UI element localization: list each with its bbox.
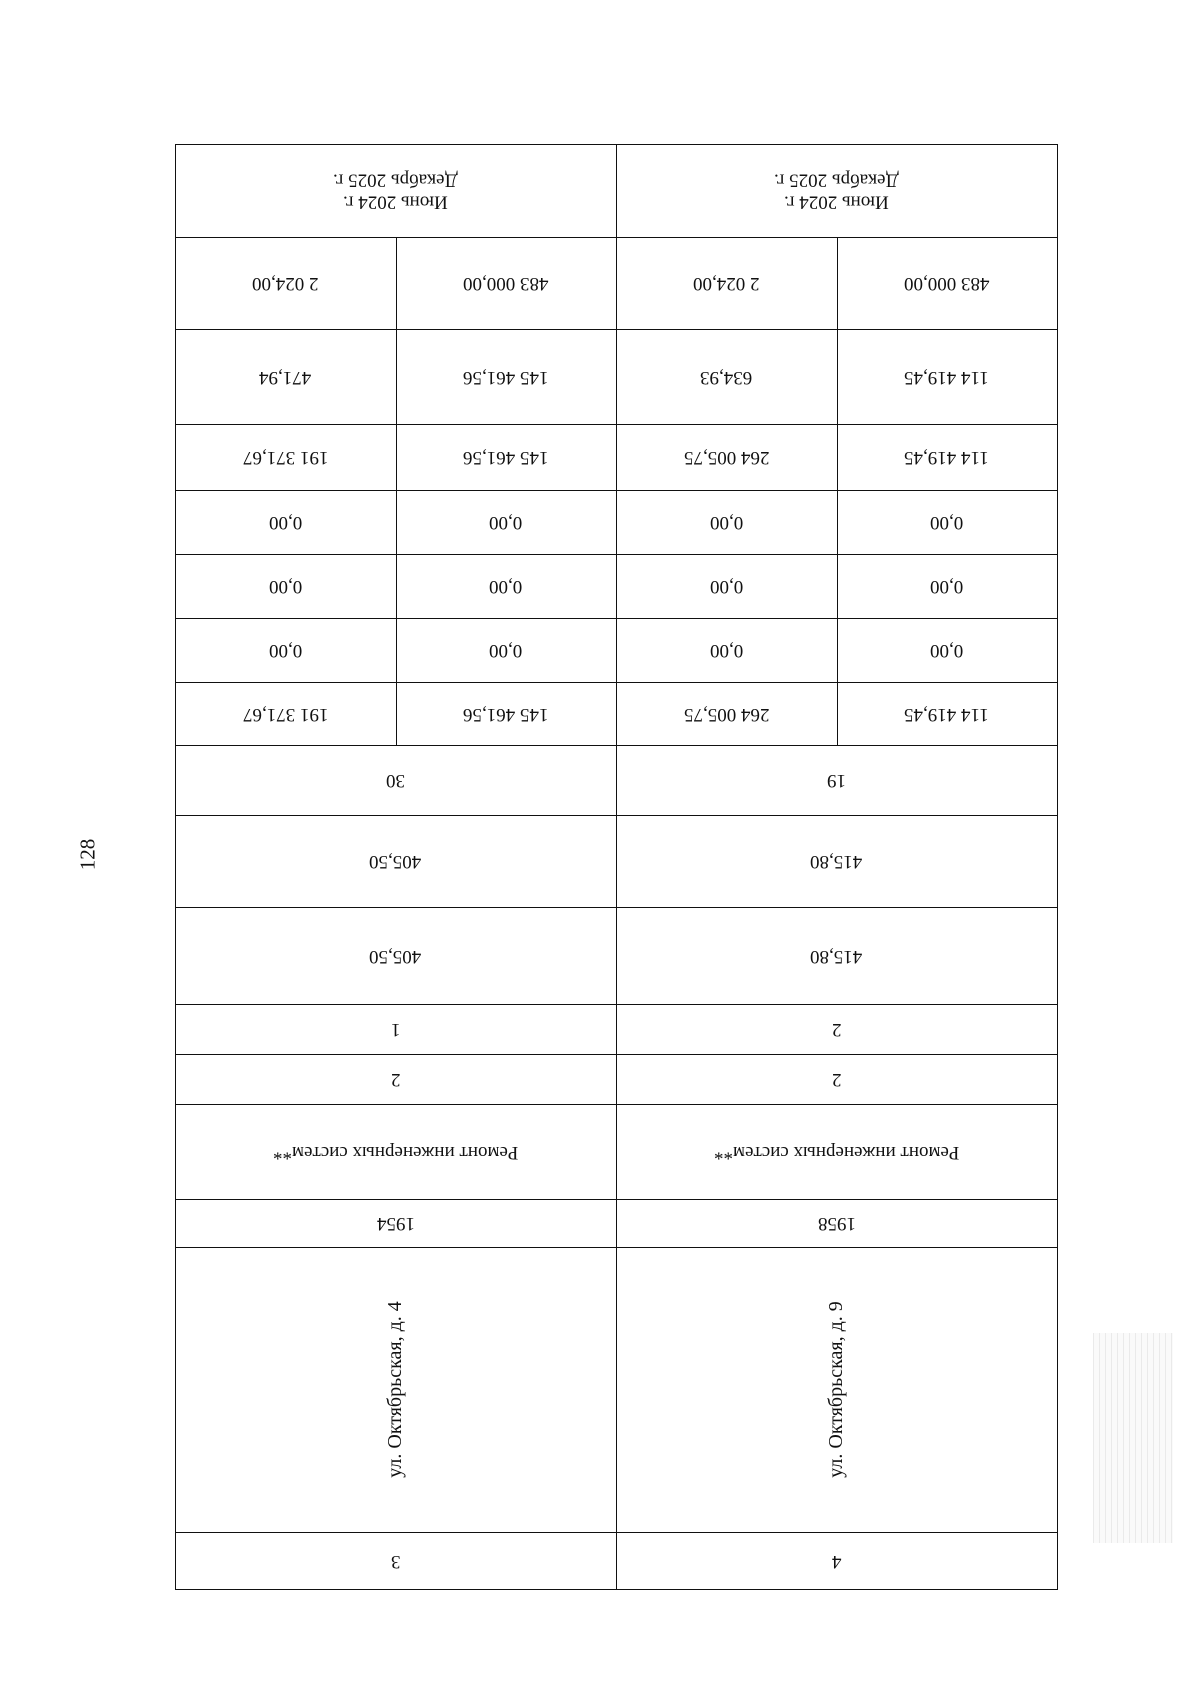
period-cell <box>175 144 616 237</box>
total-value: 145 461,56 <box>463 703 549 725</box>
owners-value: 191 371,67 <box>242 446 328 468</box>
col-a-cell <box>175 1054 616 1104</box>
works-table <box>175 144 1058 1590</box>
unit-cost-cell <box>837 329 1058 424</box>
address-cell <box>175 1247 616 1532</box>
unit-cost-cell <box>175 329 396 424</box>
fund-3-value: 0,00 <box>489 511 523 533</box>
period-text <box>333 169 458 213</box>
owners-cell <box>616 424 837 490</box>
period-end: Декабрь 2025 г. <box>774 169 899 191</box>
col-a-value: 2 <box>390 1068 401 1090</box>
fund-2-value: 0,00 <box>930 575 964 597</box>
col-a-cell <box>616 1054 1057 1104</box>
col-c-cell <box>175 907 616 1004</box>
col-b-value: 2 <box>831 1018 842 1040</box>
fund-2-value: 0,00 <box>709 575 743 597</box>
total-cell <box>396 682 617 745</box>
owners-value: 264 005,75 <box>683 446 769 468</box>
year-value: 1958 <box>817 1212 856 1234</box>
unit-cost-cell <box>396 329 617 424</box>
year-cell <box>175 1199 616 1247</box>
year-value: 1954 <box>376 1212 415 1234</box>
work-type-value: Ремонт инженерных систем** <box>713 1141 960 1163</box>
period-start: Июнь 2024 г. <box>784 191 889 213</box>
total-cell <box>837 682 1058 745</box>
period-start: Июнь 2024 г. <box>343 191 448 213</box>
unit-cost-value: 471,94 <box>259 366 312 388</box>
limit-cost-cell <box>175 237 396 329</box>
limit-cost-value: 2 024,00 <box>693 272 760 294</box>
col-d-value: 405,50 <box>369 850 422 872</box>
fund-2-cell <box>616 554 837 618</box>
limit-cost-value: 2 024,00 <box>252 272 319 294</box>
owners-cell <box>396 424 617 490</box>
fund-3-value: 0,00 <box>709 511 743 533</box>
no-value: 4 <box>831 1550 842 1572</box>
fund-1-value: 0,00 <box>709 639 743 661</box>
unit-cost-value: 634,93 <box>700 366 753 388</box>
col-e-cell <box>616 745 1057 815</box>
fund-2-cell <box>175 554 396 618</box>
total-value: 191 371,67 <box>242 703 328 725</box>
fund-2-cell <box>837 554 1058 618</box>
address-value: ул. Октябрьская, д. 4 <box>383 1301 406 1478</box>
limit-cost-cell <box>396 237 617 329</box>
stamp-mark <box>1093 1333 1173 1543</box>
fund-2-value: 0,00 <box>268 575 302 597</box>
col-d-value: 415,80 <box>810 850 863 872</box>
col-c-value: 405,50 <box>369 945 422 967</box>
page-number: 128 <box>75 838 100 871</box>
owners-cell <box>837 424 1058 490</box>
fund-1-cell <box>616 618 837 682</box>
owners-value: 145 461,56 <box>463 446 549 468</box>
address-value: ул. Октябрьская, д. 9 <box>824 1301 847 1478</box>
unit-cost-value: 145 461,56 <box>463 366 549 388</box>
limit-cost-cell <box>616 237 837 329</box>
owners-cell <box>175 424 396 490</box>
fund-1-value: 0,00 <box>930 639 964 661</box>
work-type-cell <box>616 1104 1057 1199</box>
fund-2-cell <box>396 554 617 618</box>
unit-cost-cell <box>616 329 837 424</box>
address-cell <box>616 1247 1057 1532</box>
unit-cost-value: 114 419,45 <box>904 366 990 388</box>
fund-3-cell <box>616 490 837 554</box>
col-a-value: 2 <box>831 1068 842 1090</box>
limit-cost-cell <box>837 237 1058 329</box>
period-end: Декабрь 2025 г. <box>333 169 458 191</box>
fund-3-cell <box>837 490 1058 554</box>
fund-3-cell <box>396 490 617 554</box>
fund-1-value: 0,00 <box>268 639 302 661</box>
fund-1-cell <box>837 618 1058 682</box>
work-type-value: Ремонт инженерных систем** <box>272 1141 519 1163</box>
total-value: 114 419,45 <box>904 703 990 725</box>
fund-1-value: 0,00 <box>489 639 523 661</box>
no-cell <box>175 1532 616 1590</box>
limit-cost-value: 483 000,00 <box>463 272 549 294</box>
fund-1-cell <box>396 618 617 682</box>
year-cell <box>616 1199 1057 1247</box>
total-value: 264 005,75 <box>683 703 769 725</box>
col-b-value: 1 <box>390 1018 401 1040</box>
fund-3-value: 0,00 <box>268 511 302 533</box>
total-cell <box>616 682 837 745</box>
period-text <box>774 169 899 213</box>
col-c-cell <box>616 907 1057 1004</box>
fund-2-value: 0,00 <box>489 575 523 597</box>
col-e-value: 30 <box>386 769 405 791</box>
col-b-cell <box>616 1004 1057 1054</box>
owners-value: 114 419,45 <box>904 446 990 468</box>
col-d-cell <box>175 815 616 907</box>
fund-3-cell <box>175 490 396 554</box>
total-cell <box>175 682 396 745</box>
work-type-cell <box>175 1104 616 1199</box>
fund-1-cell <box>175 618 396 682</box>
no-value: 3 <box>390 1550 401 1572</box>
col-d-cell <box>616 815 1057 907</box>
limit-cost-value: 483 000,00 <box>904 272 990 294</box>
col-e-value: 19 <box>827 769 846 791</box>
fund-3-value: 0,00 <box>930 511 964 533</box>
col-b-cell <box>175 1004 616 1054</box>
no-cell <box>616 1532 1057 1590</box>
period-cell <box>616 144 1057 237</box>
col-e-cell <box>175 745 616 815</box>
col-c-value: 415,80 <box>810 945 863 967</box>
